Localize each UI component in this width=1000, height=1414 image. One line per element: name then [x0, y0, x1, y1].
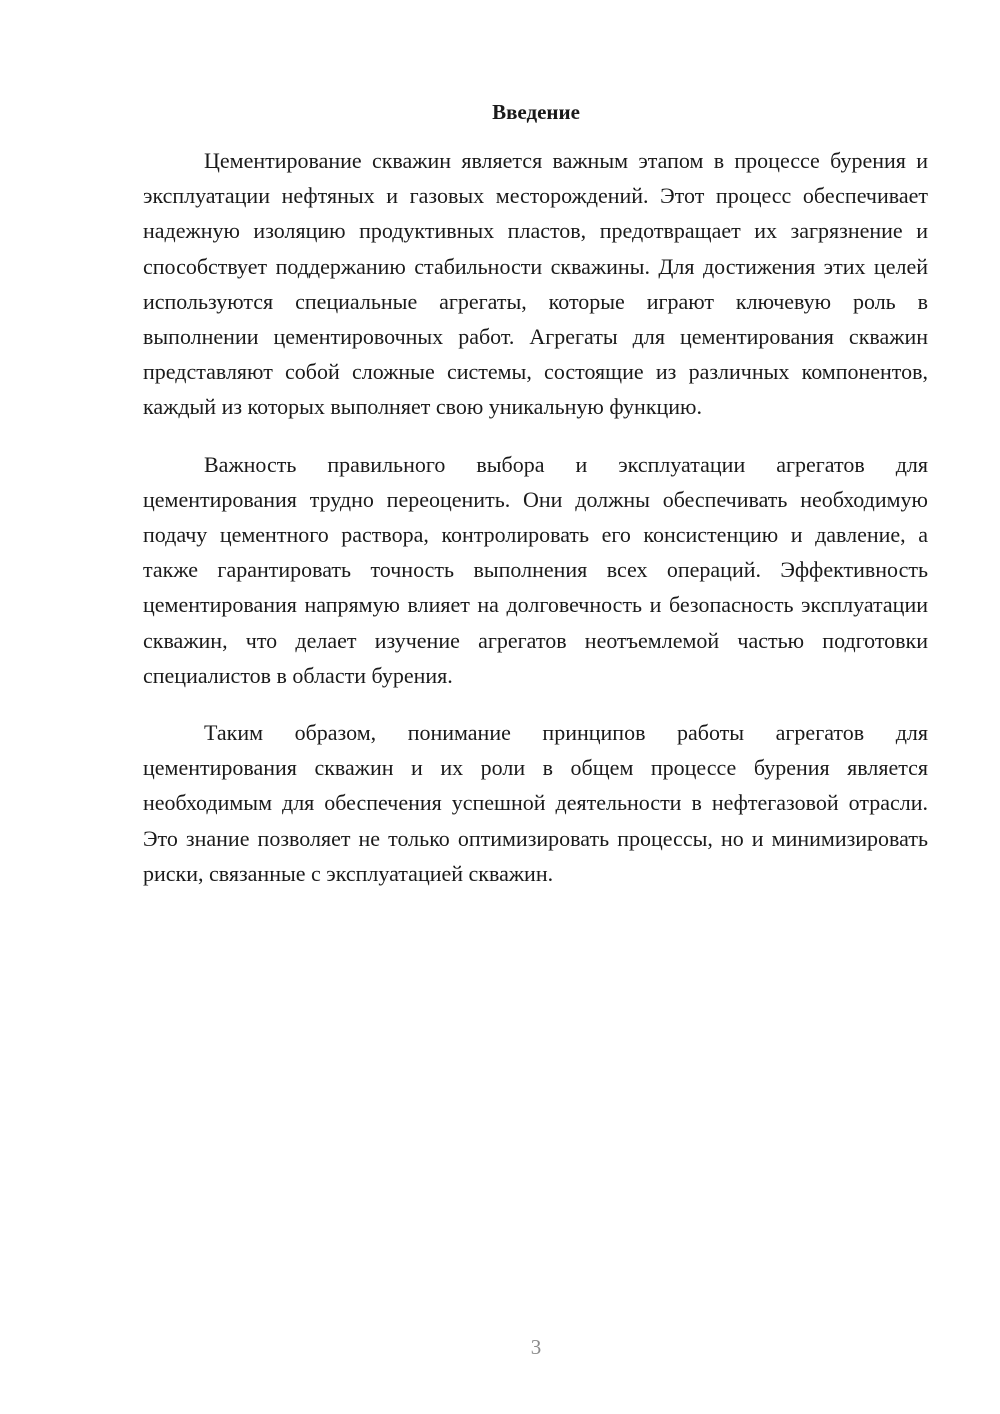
paragraph-intro: Цементирование скважин является важным этапом в процессе бурения и эксплуатации нефтяных и газовых месторождений. Этот процесс обеспечивает надежную изоляцию продуктивных пластов, предотвращает их загрязнение и способствует поддержанию стабильности скважины. Для достижения этих целей используются специальные агрегаты, которые играют ключевую роль в выполнении цементировочных работ. Агрегаты для цементирования скважин представляют собой сложные системы, состоящие из различных компонентов, каждый из которых выполняет свою уникальную функцию. [143, 148, 928, 420]
section-heading: Введение [492, 100, 580, 124]
page-number: 3 [530, 1335, 542, 1359]
paragraph-conclusion: Таким образом, понимание принципов работы агрегатов для цементирования скважин и их роли в общем процессе бурения является необходимым для обеспечения успешной деятельности в нефтегазовой отрасли. Это знание позволяет не только оптимизировать процессы, но и минимизировать риски, связанные с эксплуатацией скважин. [143, 720, 928, 886]
body-text [143, 143, 928, 891]
paragraph-importance: Важность правильного выбора и эксплуатации агрегатов для цементирования трудно переоценить. Они должны обеспечивать необходимую подачу цементного раствора, контролировать его консистенцию и давление, а также гарантировать точность выполнения всех операций. Эффективность цементирования напрямую влияет на долговечность и безопасность эксплуатации скважин, что делает изучение агрегатов неотъемлемой частью подготовки специалистов в области бурения. [143, 451, 928, 688]
